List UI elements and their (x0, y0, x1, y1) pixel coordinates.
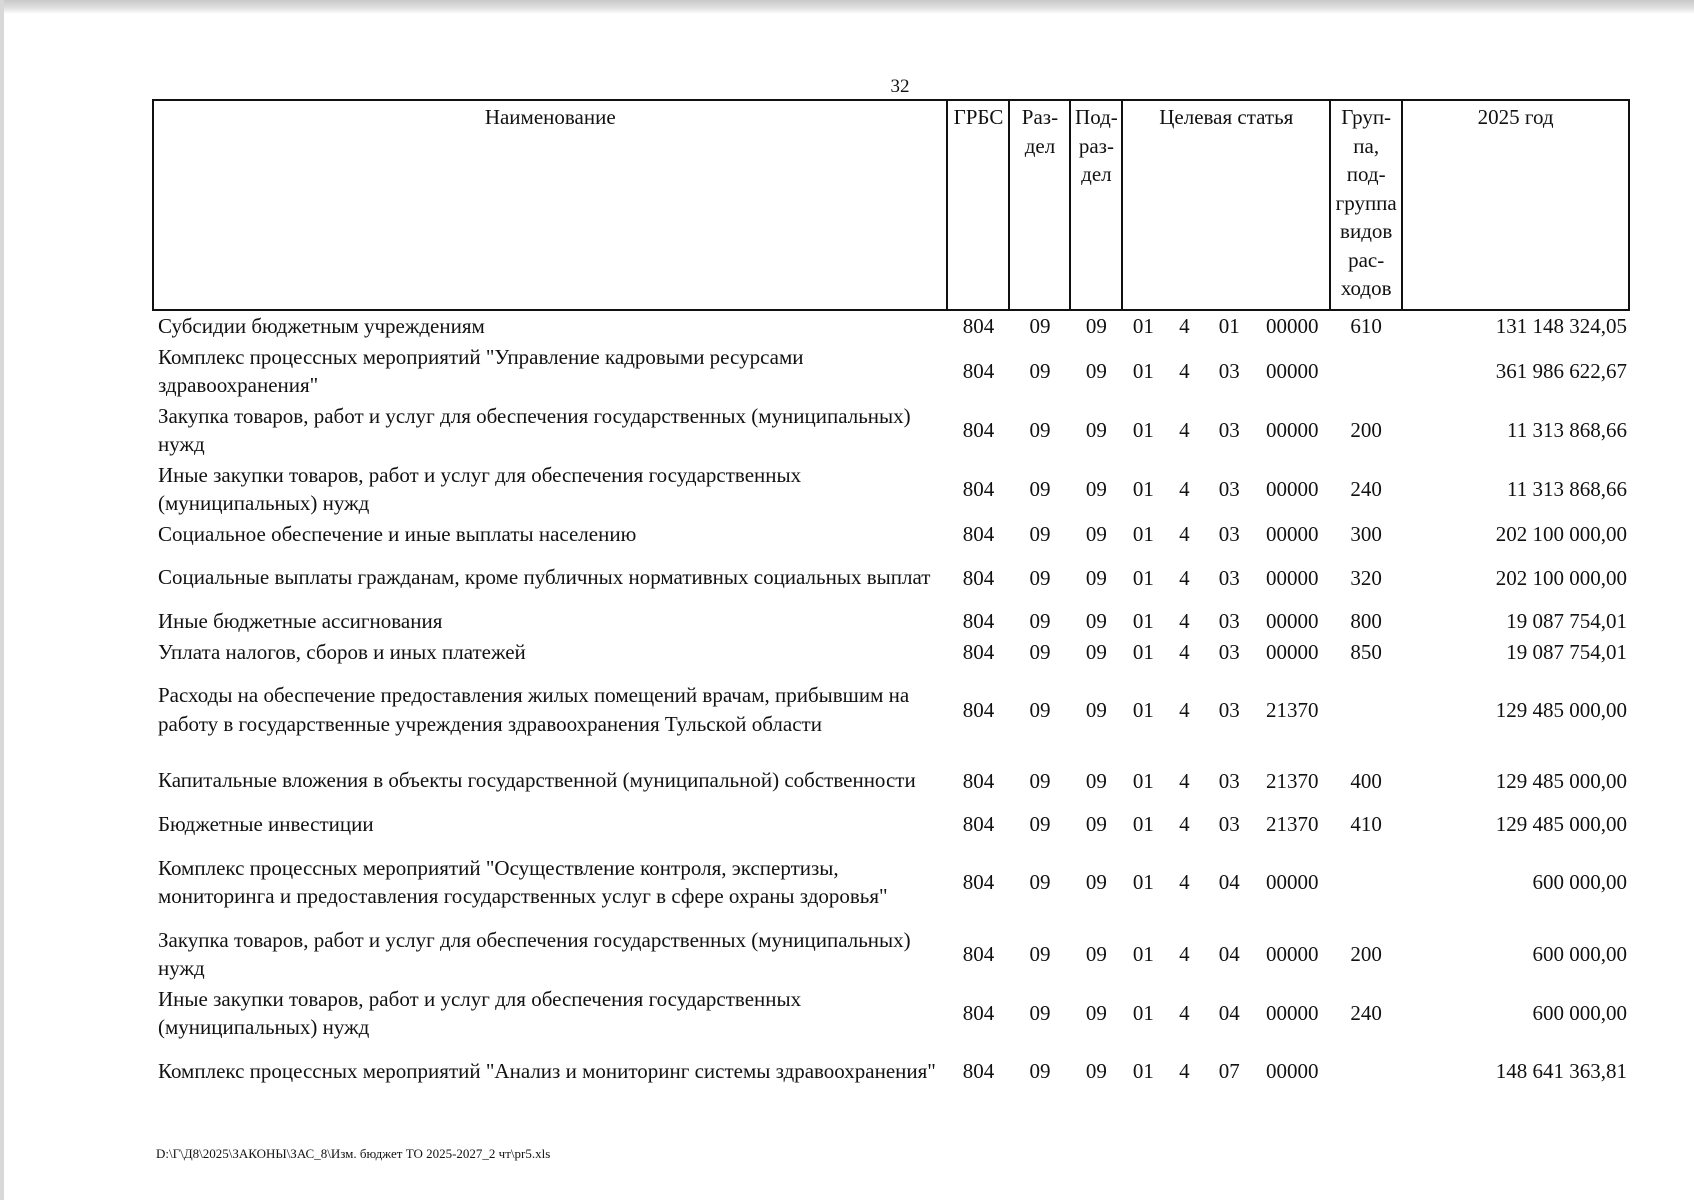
row-podrazdel: 09 (1085, 870, 1107, 894)
row-grbs: 804 (962, 477, 995, 501)
row-name: Уплата налогов, сборов и иных платежей (158, 639, 526, 664)
row-target-type: 4 (1179, 1059, 1190, 1083)
row-target-direction: 00000 (1265, 359, 1319, 383)
row-expense-group: 610 (1350, 314, 1382, 339)
scan-edge-left (0, 0, 4, 1200)
row-amount: 361 986 622,67 (1495, 359, 1627, 383)
row-expense-group: 320 (1350, 565, 1382, 590)
row-grbs: 804 (962, 609, 995, 634)
row-podrazdel: 09 (1085, 942, 1107, 966)
row-podrazdel: 09 (1085, 418, 1107, 442)
row-podrazdel: 09 (1085, 521, 1107, 546)
row-target-structure: 03 (1218, 477, 1240, 501)
row-target-direction: 00000 (1265, 639, 1319, 664)
row-podrazdel: 09 (1085, 359, 1107, 383)
row-target-structure: 03 (1218, 359, 1240, 383)
row-grbs: 804 (962, 1001, 995, 1025)
row-amount: 129 485 000,00 (1495, 697, 1627, 722)
row-grbs: 804 (962, 1059, 995, 1083)
row-name: Иные бюджетные ассигнования (158, 609, 443, 633)
row-target-type: 4 (1179, 697, 1190, 722)
row-amount: 600 000,00 (1532, 870, 1627, 894)
header-grbs: ГРБС (947, 100, 1009, 310)
budget-table (152, 99, 1630, 1100)
row-razdel: 09 (1029, 1001, 1051, 1025)
row-target-type: 4 (1179, 359, 1190, 383)
row-target-program: 01 (1132, 521, 1154, 546)
row-target-program: 01 (1132, 870, 1154, 894)
row-target-program: 01 (1132, 565, 1154, 590)
row-grbs: 804 (962, 942, 995, 966)
row-target-structure: 04 (1218, 942, 1240, 966)
header-razdel: Раз- дел (1009, 100, 1070, 310)
row-target-direction: 21370 (1265, 812, 1319, 837)
row-razdel: 09 (1029, 1059, 1051, 1083)
row-name: Комплекс процессных мероприятий "Анализ и мониторинг системы здравоохранения" (158, 1058, 936, 1083)
row-name: Социальное обеспечение и иные выплаты населению (158, 521, 637, 546)
row-grbs: 804 (962, 565, 995, 590)
row-name: Закупка товаров, работ и услуг для обеспечения государственных (муниципальных) нужд (158, 927, 911, 980)
row-expense-group: 400 (1350, 768, 1382, 793)
row-razdel: 09 (1029, 768, 1051, 793)
row-target-structure: 03 (1218, 768, 1240, 793)
row-target-structure: 03 (1218, 565, 1240, 590)
row-target-direction: 00000 (1265, 521, 1319, 546)
table-row (153, 310, 1629, 342)
row-target-program: 01 (1132, 418, 1154, 442)
row-target-type: 4 (1179, 314, 1190, 339)
row-expense-group: 240 (1350, 477, 1382, 501)
table-row (153, 342, 1629, 401)
file-path-footer: D:\Г\Д8\2025\ЗАКОНЫ\ЗАС_8\Изм. бюджет ТО 2025-2027_2 чт\pr5.xls (156, 1146, 551, 1161)
table-row (153, 606, 1629, 637)
row-razdel: 09 (1029, 359, 1051, 383)
row-razdel: 09 (1029, 314, 1051, 339)
row-razdel: 09 (1029, 565, 1051, 590)
row-amount: 19 087 754,01 (1506, 639, 1627, 664)
row-target-structure: 03 (1218, 697, 1240, 722)
row-amount: 129 485 000,00 (1495, 768, 1627, 793)
table-row (153, 667, 1629, 752)
row-grbs: 804 (962, 697, 995, 722)
row-target-program: 01 (1132, 1059, 1154, 1083)
row-target-type: 4 (1179, 565, 1190, 590)
row-target-structure: 01 (1218, 314, 1240, 339)
row-target-direction: 21370 (1265, 768, 1319, 793)
row-target-program: 01 (1132, 768, 1154, 793)
row-name: Бюджетные инвестиции (158, 812, 374, 836)
row-razdel: 09 (1029, 870, 1051, 894)
row-razdel: 09 (1029, 521, 1051, 546)
row-name: Расходы на обеспечение предоставления жилых помещений врачам, прибывшим на работу в государственные учреждения здравоохранения Тульской области (158, 683, 910, 736)
row-target-structure: 04 (1218, 1001, 1240, 1025)
row-expense-group: 200 (1350, 942, 1382, 966)
row-podrazdel: 09 (1085, 1059, 1107, 1083)
row-target-program: 01 (1132, 609, 1154, 634)
scan-edge-top (0, 0, 1694, 14)
row-target-type: 4 (1179, 942, 1190, 966)
row-expense-group: 800 (1350, 609, 1382, 634)
row-name: Субсидии бюджетным учреждениям (158, 314, 485, 338)
row-amount: 11 313 868,66 (1507, 418, 1627, 442)
table-row (153, 984, 1629, 1043)
row-amount: 600 000,00 (1532, 1001, 1627, 1025)
table-header-row (153, 100, 1629, 310)
row-expense-group (1330, 840, 1402, 925)
table-row (153, 401, 1629, 460)
row-target-direction: 00000 (1265, 870, 1319, 894)
header-name: Наименование (153, 100, 947, 310)
row-podrazdel: 09 (1085, 314, 1107, 339)
row-expense-group: 300 (1350, 521, 1382, 546)
row-grbs: 804 (962, 768, 995, 793)
row-name: Иные закупки товаров, работ и услуг для обеспечения государственных (муниципальных) нужд (158, 986, 802, 1039)
row-podrazdel: 09 (1085, 609, 1107, 634)
row-target-structure: 03 (1218, 639, 1240, 664)
row-target-structure: 07 (1218, 1059, 1240, 1083)
row-podrazdel: 09 (1085, 565, 1107, 590)
row-amount: 148 641 363,81 (1495, 1059, 1627, 1083)
header-target-article: Целевая статья (1122, 100, 1330, 310)
row-target-direction: 21370 (1265, 697, 1319, 722)
row-expense-group: 200 (1350, 418, 1382, 442)
row-amount: 202 100 000,00 (1495, 521, 1627, 546)
table-row (153, 809, 1629, 840)
table-row (153, 925, 1629, 984)
row-target-direction: 00000 (1265, 314, 1319, 339)
row-razdel: 09 (1029, 697, 1051, 722)
row-target-type: 4 (1179, 521, 1190, 546)
row-name: Социальные выплаты гражданам, кроме публичных нормативных социальных выплат (158, 565, 931, 590)
header-expense-group: Груп- па, под- группа видов рас- ходов (1330, 100, 1402, 310)
row-podrazdel: 09 (1085, 697, 1107, 722)
row-target-program: 01 (1132, 697, 1154, 722)
row-target-structure: 03 (1218, 418, 1240, 442)
row-name: Комплекс процессных мероприятий "Осуществление контроля, экспертизы, мониторинга и предоставления государственных услуг в сфере охраны здоровья" (158, 855, 888, 908)
row-target-type: 4 (1179, 418, 1190, 442)
table-body (153, 310, 1629, 1100)
row-expense-group: 410 (1350, 812, 1382, 837)
row-target-program: 01 (1132, 812, 1154, 837)
row-amount: 11 313 868,66 (1507, 477, 1627, 501)
table-row (153, 549, 1629, 606)
header-amount-2025: 2025 год (1402, 100, 1629, 310)
row-target-program: 01 (1132, 942, 1154, 966)
row-name: Капитальные вложения в объекты государственной (муниципальной) собственности (158, 768, 916, 793)
row-razdel: 09 (1029, 639, 1051, 664)
row-target-type: 4 (1179, 870, 1190, 894)
row-target-type: 4 (1179, 768, 1190, 793)
table-row (153, 840, 1629, 925)
row-podrazdel: 09 (1085, 477, 1107, 501)
row-target-type: 4 (1179, 1001, 1190, 1025)
row-target-program: 01 (1132, 1001, 1154, 1025)
row-target-program: 01 (1132, 639, 1154, 664)
row-expense-group (1330, 342, 1402, 401)
row-target-structure: 03 (1218, 521, 1240, 546)
row-target-direction: 00000 (1265, 1059, 1319, 1083)
row-target-program: 01 (1132, 314, 1154, 339)
row-expense-group (1330, 1043, 1402, 1100)
row-razdel: 09 (1029, 418, 1051, 442)
table-row (153, 637, 1629, 668)
row-target-program: 01 (1132, 477, 1154, 501)
row-expense-group (1330, 667, 1402, 752)
row-target-program: 01 (1132, 359, 1154, 383)
row-podrazdel: 09 (1085, 1001, 1107, 1025)
row-target-direction: 00000 (1265, 418, 1319, 442)
row-name: Иные закупки товаров, работ и услуг для обеспечения государственных (муниципальных) нужд (158, 462, 802, 515)
table-row (153, 1043, 1629, 1100)
row-grbs: 804 (962, 870, 995, 894)
row-razdel: 09 (1029, 609, 1051, 634)
row-target-type: 4 (1179, 609, 1190, 634)
row-target-type: 4 (1179, 812, 1190, 837)
row-amount: 600 000,00 (1532, 942, 1627, 966)
row-target-direction: 00000 (1265, 609, 1319, 634)
row-grbs: 804 (962, 314, 995, 339)
row-target-direction: 00000 (1265, 565, 1319, 590)
table-row (153, 519, 1629, 550)
row-razdel: 09 (1029, 812, 1051, 837)
row-target-structure: 03 (1218, 812, 1240, 837)
table-row (153, 752, 1629, 809)
row-grbs: 804 (962, 418, 995, 442)
row-target-structure: 03 (1218, 609, 1240, 634)
row-razdel: 09 (1029, 942, 1051, 966)
table-row (153, 460, 1629, 519)
row-amount: 129 485 000,00 (1495, 812, 1627, 837)
row-expense-group: 240 (1350, 1001, 1382, 1025)
row-target-type: 4 (1179, 639, 1190, 664)
row-name: Закупка товаров, работ и услуг для обеспечения государственных (муниципальных) нужд (158, 403, 911, 456)
row-podrazdel: 09 (1085, 639, 1107, 664)
row-target-structure: 04 (1218, 870, 1240, 894)
row-amount: 202 100 000,00 (1495, 565, 1627, 590)
header-podrazdel: Под- раз- дел (1070, 100, 1122, 310)
row-target-direction: 00000 (1265, 477, 1319, 501)
row-amount: 19 087 754,01 (1506, 609, 1627, 634)
row-podrazdel: 09 (1085, 812, 1107, 837)
row-razdel: 09 (1029, 477, 1051, 501)
row-target-type: 4 (1179, 477, 1190, 501)
row-target-direction: 00000 (1265, 1001, 1319, 1025)
page-number: 32 (890, 76, 910, 97)
row-expense-group: 850 (1350, 639, 1382, 664)
row-grbs: 804 (962, 812, 995, 837)
row-target-direction: 00000 (1265, 942, 1319, 966)
row-grbs: 804 (962, 639, 995, 664)
row-grbs: 804 (962, 359, 995, 383)
row-name: Комплекс процессных мероприятий "Управление кадровыми ресурсами здравоохранения" (158, 344, 804, 397)
row-amount: 131 148 324,05 (1495, 314, 1627, 339)
row-grbs: 804 (962, 521, 995, 546)
row-podrazdel: 09 (1085, 768, 1107, 793)
